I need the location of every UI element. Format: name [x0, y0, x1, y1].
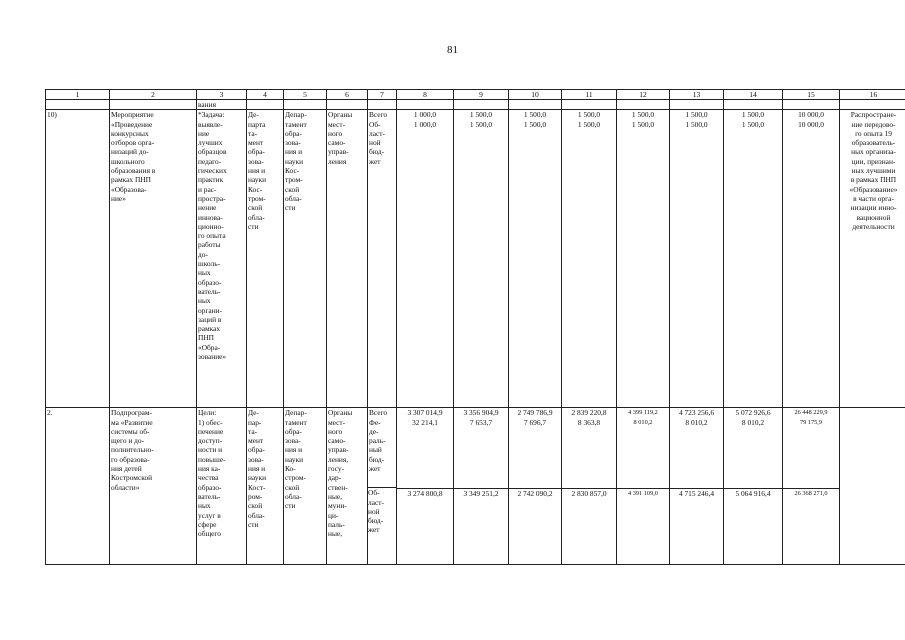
value-cell: 2 839 220,8 8 363,8 2 830 857,0 [562, 408, 617, 565]
value-cell: 1 500,0 1 500,0 [724, 110, 783, 408]
col-header: 13 [670, 90, 724, 100]
value-cell: 26 448 229,9 79 175,9 26 368 271,0 [783, 408, 840, 565]
value-cell: 10 000,0 10 000,0 [783, 110, 840, 408]
col-header: 16 [840, 90, 905, 100]
value-cell: 4 399 119,2 8 010,2 4 391 109,0 [617, 408, 670, 565]
task-continuation: вания [197, 100, 247, 110]
col-header: 6 [327, 90, 368, 100]
coexecutor: Депар- тамент обра- зова- ния и науки Кос- тром- ской обла- сти [284, 110, 327, 408]
goals-description: Цели: 1) обес- печение доступ- ности и повыше- ния ка- чества образо- ватель- ных услуг в сфере общего [197, 408, 247, 565]
table-row [46, 408, 905, 565]
participants: Органы мест- ного само- управ- ления [327, 110, 368, 408]
col-header: 11 [562, 90, 617, 100]
col-header: 10 [509, 90, 562, 100]
value-cell: 1 000,0 1 000,0 [397, 110, 454, 408]
table-row [46, 110, 905, 408]
col-header: 8 [397, 90, 454, 100]
responsible-executor: Де- парта та- мент обра- зова- ния и науки Кос- тром- ской обла- сти [247, 110, 284, 408]
value-cell: 1 500,0 1 500,0 [670, 110, 724, 408]
participants: Органы мест- ного само- управ- ления, госу- дар- ствен- ные, муни- ци- паль- ные, [327, 408, 368, 565]
funding-regional: Об- ласт- ной бюд- жет [368, 487, 397, 534]
funding-source [368, 408, 397, 565]
col-header: 1 [46, 90, 110, 100]
continuation-row [46, 100, 905, 110]
value-cell: 1 500,0 1 500,0 [562, 110, 617, 408]
col-header: 12 [617, 90, 670, 100]
page-number: 81 [447, 44, 458, 56]
subprogram-name: Подпрограм- ма «Развитие системы об- щего и до- полнительно- го образова- ния детей Костромской области» [110, 408, 197, 565]
col-header: 5 [284, 90, 327, 100]
value-cell: 1 500,0 1 500,0 [617, 110, 670, 408]
measure-name: Мероприятие «Проведение конкурсных отборов орга- низаций до- школьного образования в рамках ПНП «Образова- ние» [110, 110, 197, 408]
funding-federal: Всего Фе- де- раль- ный бюд- жет [369, 408, 388, 474]
value-cell: 3 307 014,9 32 214,1 3 274 800,8 [397, 408, 454, 565]
col-header: 2 [110, 90, 197, 100]
program-table [45, 89, 905, 565]
value-cell: 2 749 786,9 7 696,7 2 742 090,2 [509, 408, 562, 565]
row-number: 10) [46, 110, 110, 408]
col-header: 7 [368, 90, 397, 100]
coexecutor: Депар- тамент обра- зова- ния и науки Ко- стром- ской обла- сти [284, 408, 327, 565]
col-header: 4 [247, 90, 284, 100]
value-cell: 3 356 904,9 7 653,7 3 349 251,2 [454, 408, 509, 565]
col-header: 9 [454, 90, 509, 100]
responsible-executor: Де- пар- та- мент обра- зова- ния и науки Кост- ром- ской обла- сти [247, 408, 284, 565]
expected-result: Распростране- ние передово- го опыта 19 образователь- ных организа- ции, признан- ных лучшими в рамках ПНП «Образование» в части орга- низации инно- вационной деятельности [840, 110, 905, 408]
value-cell: 5 072 926,6 8 010,2 5 064 916,4 [724, 408, 783, 565]
task-description: *Задача: выявле- ние лучших образцов педаго- гических практик и рас- простра- нение иннова- ционно- го опыта работы до- школь- ных образо- ватель- ных органи- заций в рамках ПНП «Обра- зование» [197, 110, 247, 408]
col-header: 14 [724, 90, 783, 100]
funding-source: Всего Об- ласт- ной бюд- жет [368, 110, 397, 408]
value-cell: 1 500,0 1 500,0 [454, 110, 509, 408]
header-row [46, 90, 905, 100]
col-header: 3 [197, 90, 247, 100]
col-header: 15 [783, 90, 840, 100]
value-cell: 4 723 256,6 8 010,2 4 715 246,4 [670, 408, 724, 565]
row-number: 2. [46, 408, 110, 565]
value-cell: 1 500,0 1 500,0 [509, 110, 562, 408]
